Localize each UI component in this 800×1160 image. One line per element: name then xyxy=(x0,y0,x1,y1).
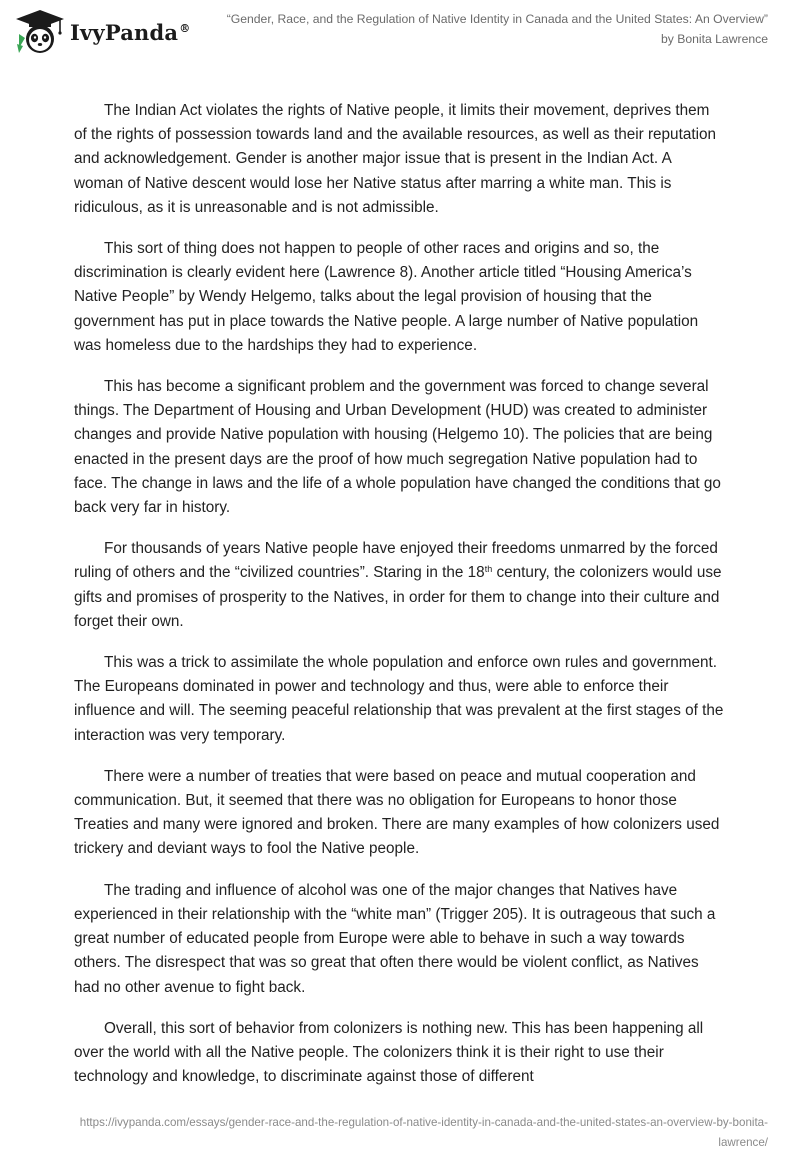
source-url-link[interactable]: https://ivypanda.com/essays/gender-race-and-the-regulation-of-native-identity-in-canada-and-the-united-states-an-overview-by-bonita-lawrence/ xyxy=(79,1116,768,1149)
paragraph xyxy=(74,537,724,634)
paragraph: This sort of thing does not happen to people of other races and origins and so, the discrimination is clearly evident here (Lawrence 8). Another article titled “Housing America’s Native People” by Wendy Helgemo, talks about the legal provision of housing that the government has put in place towards the Native people. A large number of Native population was homeless due to the hardships they had to experience. xyxy=(74,240,699,354)
paragraph: There were a number of treaties that were based on peace and mutual cooperation and communication. But, it seemed that there was no obligation for Europeans to honor those Treaties and many were ignored and broken. There are many examples of how colonizers used trickery and deviant ways to fool the Native people. xyxy=(74,767,720,858)
graduation-cap-panda-icon xyxy=(14,8,66,56)
paragraph-text: For thousands of years Native people have enjoyed their freedoms unmarred by the forced ruling of others and the “civilized countries”. Staring in the 18 xyxy=(74,540,718,582)
document-title: “Gender, Race, and the Regulation of Native Identity in Canada and the United States: An Overview” xyxy=(226,12,768,26)
logo-wordmark: IvyPanda® xyxy=(70,19,191,45)
essay-body xyxy=(74,99,724,1106)
page-footer xyxy=(48,1113,768,1153)
document-author: by Bonita Lawrence xyxy=(660,32,768,46)
registered-mark: ® xyxy=(179,21,191,35)
page-header xyxy=(0,0,800,60)
paragraph: This was a trick to assimilate the whole population and enforce own rules and government. The Europeans dominated in power and technology and thus, were able to enforce their influence and will. The seeming peaceful relationship that was prevalent at the first stages of the interaction was very temporary. xyxy=(74,654,724,744)
paragraph: The Indian Act violates the rights of Native people, it limits their movement, deprives them of the rights of possession towards land and the available resources, as well as their reputation and acknowledgement. Gender is another major issue that is present in the Indian Act. A woman of Native descent would lose her Native status after marring a white man. This is ridiculous, as it is unreasonable and is not admissible. xyxy=(74,102,716,216)
ivypanda-logo[interactable] xyxy=(14,8,190,56)
paragraph: The trading and influence of alcohol was one of the major changes that Natives have experienced in their relationship with the “white man” (Trigger 205). It is outrageous that such a great number of educated people from Europe were able to behave in such a way towards others. The disrespect that was so great that often there would be violent conflict, as Natives had no other avenue to fight back. xyxy=(74,881,716,996)
paragraph: This has become a significant problem and the government was forced to change several things. The Department of Housing and Urban Development (HUD) was created to administer changes and provide Native population with housing (Helgemo 10). The policies that are being enacted in the present days are the proof of how much segregation Native population had to face. The change in laws and the life of a whole population have changed the conditions that go back very far in history. xyxy=(74,378,721,517)
paragraph-text: century, the colonizers would use gifts and promises of prosperity to the Natives, in order for them to change into their culture and forget their own. xyxy=(74,564,722,630)
ordinal-suffix: th xyxy=(484,564,493,575)
document-meta xyxy=(168,9,768,49)
paragraph: Overall, this sort of behavior from colonizers is nothing new. This has been happening all over the world with all the Native people. The colonizers think it is their right to use their technology and knowledge, to discriminate against those of different xyxy=(74,1019,704,1086)
